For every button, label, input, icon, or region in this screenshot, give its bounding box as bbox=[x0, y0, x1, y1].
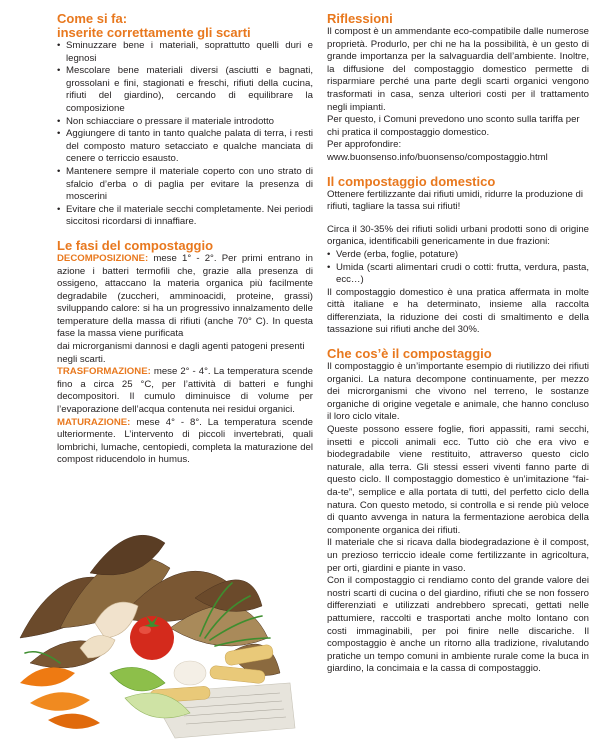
list-item: • Verde (erba, foglie, potature) bbox=[327, 249, 589, 262]
reflections-link-text: Per approfondire: www.buonsenso.info/buonsenso/compostaggio.html bbox=[327, 139, 548, 163]
home-composting-intro: Ottenere fertilizzante dai rifiuti umidi, ridurre la produzione di rifiuti, tagliare la tassa sui rifiuti! bbox=[327, 188, 583, 213]
list-item: • Sminuzzare bene i materiali, soprattutto quelli duri e legnosi bbox=[57, 40, 313, 65]
tomato-highlight bbox=[139, 626, 151, 634]
what-is-composting-paragraph: Il compostaggio è un’importante esempio di riutilizzo dei rifiuti organici. La natura decompone continuamente, per mezzo dei microrganismi che vivono nel terreno, le sostanze organiche di origine vegetale e animale, che hanno concluso il loro ciclo vitale. bbox=[327, 361, 589, 423]
phase-transformation-text: mese 2° - 4°. La temperatura scende fino a circa 25 °C, per l’attività di batteri e funghi decompositori. Il cumulo diminuisce di volume per l’evaporazione dell’acqua contenuta nei residui organici. bbox=[57, 366, 313, 416]
reflections-paragraph: Per questo, i Comuni prevedono uno sconto sulla tariffa per chi pratica il compostaggio domestico. bbox=[327, 114, 580, 138]
phase-maturation-text: mese 4° - 8°. La temperatura scende ulteriormente. L’intervento di piccoli invertebrati, quali lombrichi, lumache, centopiedi, completa la maturazione del compost riducendolo in humus. bbox=[57, 416, 313, 466]
what-is-composting-paragraph: Queste possono essere foglie, fiori appassiti, rami secchi, insetti e piccoli animali ecc. Tutto ciò che era vivo e biodegradabile viene restituito, attraverso questo ciclo naturale, alla terra. Gli stessi esseri viventi fanno parte di questo ciclo. Il compostaggio domestico è un’imitazione “fai-da-te”, semplice e alla portata di tutti, del perfetto ciclo della natura. Con questo metodo, si controlla e si rende più veloce di quanto avvenga in natura la fermentazione aerobica della componente organica dei rifiuti. bbox=[327, 424, 589, 536]
list-item: • Mescolare bene materiali diversi (asciutti e bagnati, grossolani e fini, stagionati e freschi, rifiuti della cucina, rifiuti del giardino), cercando di equilibrare la composizione bbox=[57, 65, 313, 115]
garlic bbox=[174, 661, 206, 685]
what-is-composting-title: Che cos’è il compostaggio bbox=[327, 346, 492, 362]
fractions-list bbox=[327, 249, 589, 287]
phase-decomposition-label: DECOMPOSIZIONE: bbox=[57, 252, 149, 264]
phase-maturation-label: MATURAZIONE: bbox=[57, 416, 131, 428]
how-to-title-line2: inserite correttamente gli scarti bbox=[57, 25, 251, 40]
what-is-composting-paragraph: Con il compostaggio ci rendiamo conto del grande valore dei nostri scarti di cucina o del giardino, rifiuti che se non fossero differenziati e utilizzati andrebbero sprecati, gettati nelle pattumiere, raccolti e trasportati anche molto lontano con costi immaginabili, per poi finire nelle discariche. Il compostaggio è anche un ritorno alla tradizione, rivalutando pratiche un tempo comuni in ambiente rurale come la buca in giardino, la concimaia e la cassa di compostaggio. bbox=[327, 575, 589, 675]
phase-decomposition bbox=[57, 253, 313, 341]
lettuce-leaf bbox=[110, 667, 165, 691]
reflections-paragraph: Il compost è un ammendante eco-compatibile dalle numerose proprietà. Produrlo, per chi ne ha la possibilità, è un gesto di grande importanza per la salvaguardia dell’ambiente. Inoltre, la diffusione del compostaggio domestico permette di risparmiare perché una parte degli scarti organici vengono trasformati in casa, senza ulteriori costi per il trattamento negli impianti. bbox=[327, 26, 589, 113]
list-item: • Non schiacciare o pressare il materiale introdotto bbox=[57, 116, 313, 129]
what-is-composting-paragraph: Il materiale che si ricava dalla biodegradazione è il compost, un prezioso terriccio ideale come fertilizzante in agricoltura, per orti, giardini e piante in vaso. bbox=[327, 537, 589, 574]
home-composting-title: Il compostaggio domestico bbox=[327, 173, 496, 189]
carrot-peels bbox=[20, 667, 100, 728]
phase-transformation-label: TRASFORMAZIONE: bbox=[57, 366, 151, 378]
compost-pile-illustration bbox=[0, 488, 300, 745]
how-to-list bbox=[57, 40, 313, 229]
phase-decomposition-continued: dai microrganismi dannosi e dagli agenti patogeni presenti negli scarti. bbox=[57, 341, 305, 365]
right-column bbox=[327, 12, 589, 676]
left-column bbox=[57, 12, 313, 467]
list-item: • Mantenere sempre il materiale coperto con uno strato di sfalcio d’erba o di paglia per evitare la presenza di moscerini bbox=[57, 166, 313, 204]
home-composting-paragraph: Il compostaggio domestico è una pratica affermata in molte città italiane e ha determinato, insieme alla raccolta differenziata, la riduzione dei costi di smaltimento e della tassazione sui rifiuti anche del 30%. bbox=[327, 286, 589, 336]
phases-title: Le fasi del compostaggio bbox=[57, 237, 214, 253]
phase-decomposition-text: mese 1° - 2°. Per primi entrano in azione i batteri termofili che, grazie alla presenza di ossigeno, attaccano la materia organica più facilmente degradabile (zuccheri, amminoacidi, proteine, grassi) sviluppando calore: si ha un progressivo innalzamento delle temperature della massa di rifiuti (anche 70° C). In questa fase la massa viene purificata bbox=[57, 252, 313, 340]
phase-maturation bbox=[57, 417, 313, 467]
how-to-title-line1: Come si fa: bbox=[57, 11, 128, 26]
home-composting-paragraph: Circa il 30-35% dei rifiuti solidi urbani prodotti sono di origine organica, identificabili genericamente in due frazioni: bbox=[327, 223, 589, 248]
list-item: • Evitare che il materiale secchi completamente. Nei periodi siccitosi ricordarsi di innaffiare. bbox=[57, 204, 313, 229]
reflections-title: Riflessioni bbox=[327, 11, 393, 26]
how-to-title bbox=[57, 12, 313, 40]
list-item: • Aggiungere di tanto in tanto qualche palata di terra, i resti del composto maturo setacciato e qualche manciata di cenere o terriccio esausto. bbox=[57, 128, 313, 166]
phase-transformation bbox=[57, 366, 313, 416]
list-item: • Umida (scarti alimentari crudi o cotti: frutta, verdura, pasta, ecc…) bbox=[327, 262, 589, 287]
